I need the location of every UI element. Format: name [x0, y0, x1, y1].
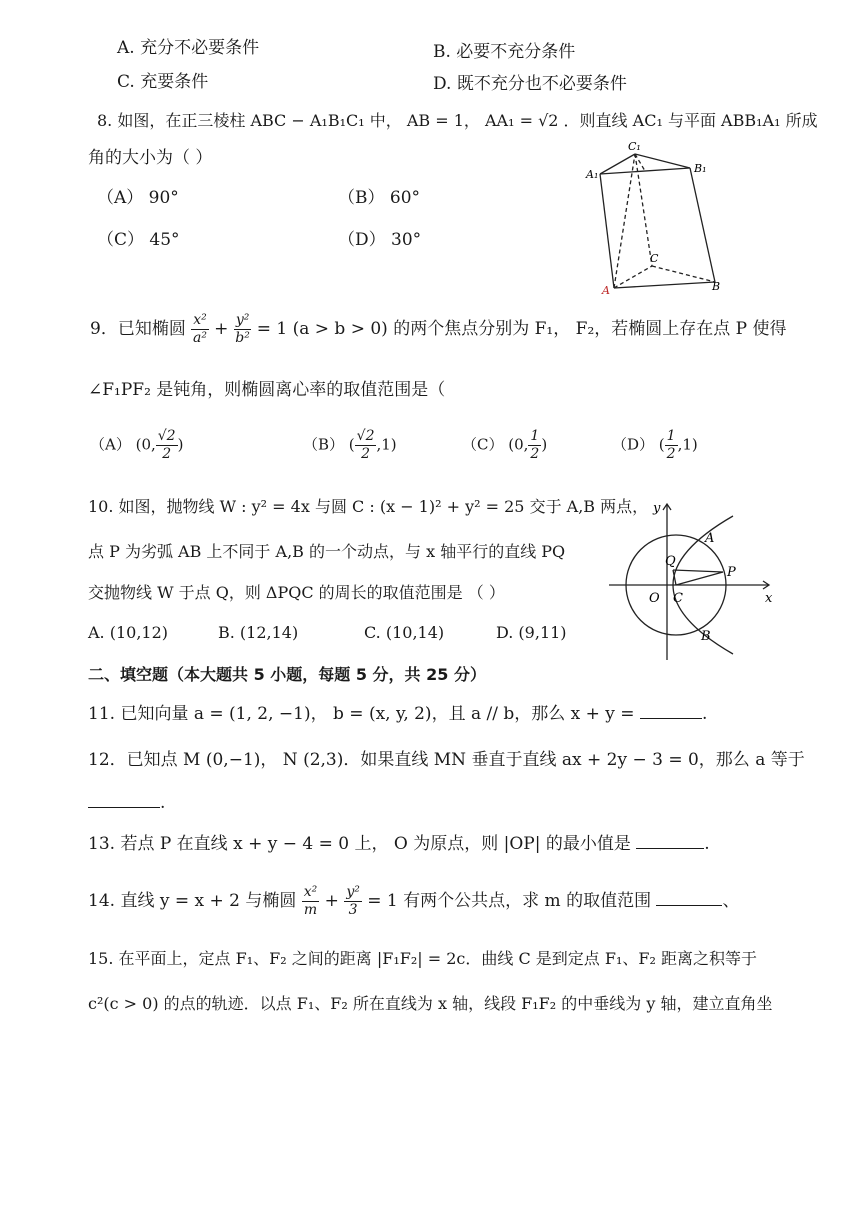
q9-opt-c-pre: （C） (0, [462, 435, 529, 454]
q9-opt-a-den: 2 [162, 446, 172, 462]
q9-frac-y-den: b² [235, 330, 250, 346]
q10-line3: 交抛物线 W 于点 Q，则 ΔPQC 的周长的取值范围是 （ ） [88, 583, 505, 602]
prism-figure [580, 138, 730, 298]
segment-cp [676, 572, 723, 585]
edge-b1-b [690, 168, 715, 282]
q13-end: . [704, 834, 710, 854]
q9-option-a [90, 428, 183, 463]
q8-line2: 角的大小为（ ） [88, 148, 213, 168]
q7-option-b: B. 必要不充分条件 [433, 42, 576, 62]
edge-a-c [614, 266, 652, 288]
q14-frac-x [302, 884, 320, 919]
q9-opt-d-num: 1 [666, 428, 676, 444]
q11-text: 11. 已知向量 a = (1, 2, −1)， b = (x, y, 2)，且 a // b，那么 x + y = [88, 704, 635, 724]
q13 [88, 836, 710, 853]
q9-opt-d-pre: （D） ( [612, 435, 665, 454]
q9-opt-a-num: √2 [157, 428, 176, 444]
q8-option-a: （A） 90° [97, 188, 179, 208]
q14-frac-x-num: x² [303, 884, 318, 900]
q9-frac-y-num: y² [235, 312, 250, 328]
q9-opt-b-num: √2 [356, 428, 375, 444]
q14-pre: 14. 直线 y = x + 2 与椭圆 [88, 891, 297, 911]
label-c: C [673, 591, 683, 606]
q11 [88, 706, 707, 723]
label-o: O [649, 591, 660, 606]
label-a: A [705, 531, 715, 546]
q9-opt-b-post: ,1) [376, 435, 397, 454]
parabola-circle-figure [605, 492, 780, 664]
q8-option-d: （D） 30° [338, 230, 422, 250]
q9-opt-a-post: ) [177, 435, 184, 454]
q9-frac-x [191, 312, 209, 347]
q13-answer-blank[interactable] [636, 848, 704, 849]
q7-option-c: C. 充要条件 [117, 72, 209, 92]
q9-option-c [462, 428, 547, 463]
label-a1: A₁ [586, 168, 599, 181]
q10-option-b: B. (12,14) [218, 623, 299, 642]
q15-line2: c²(c > 0) 的点的轨迹．以点 F₁、F₂ 所在直线为 x 轴，线段 F₁F₂ 的中垂线为 y 轴，建立直角坐 [88, 994, 773, 1013]
q10-option-d: D. (9,11) [496, 623, 567, 642]
label-x: x [765, 591, 773, 606]
edge-c-b [652, 266, 715, 282]
q14-end: 、 [722, 891, 740, 911]
q9-opt-a-pre: （A） (0, [90, 435, 156, 454]
q14-frac-y-den: 3 [348, 902, 358, 918]
label-y: y [653, 501, 661, 516]
q9-line1: 9．已知椭圆 $\frac{\text{x²}}{\text{a²}}$ + $\frac{\text{y²}}{\text{b²}}$ = 1 (a > b > 0) 的两个焦点分别为 F₁， F₂，若椭圆上存在点 P 使得 [90, 312, 787, 346]
q12-answer [88, 795, 165, 812]
q11-answer-blank[interactable] [640, 718, 702, 719]
q8-option-c: （C） 45° [97, 230, 180, 250]
q9-line2: ∠F₁PF₂ 是钝角，则椭圆离心率的取值范围是（ [88, 380, 446, 400]
q9-frac-x-den: a² [193, 330, 207, 346]
q9-option-b [303, 428, 397, 463]
q9-opt-c-post: ) [541, 435, 548, 454]
label-b1: B₁ [694, 162, 707, 175]
q14-frac-x-den: m [303, 902, 318, 918]
edge-a1-c1 [600, 154, 635, 174]
q10-line1: 10. 如图，抛物线 W : y² = 4x 与圆 C : (x − 1)² + y² = 25 交于 A,B 两点， [88, 497, 649, 516]
q9-opt-b-den: 2 [361, 446, 371, 462]
q7-option-d: D. 既不充分也不必要条件 [433, 74, 627, 94]
diag-a-c1 [614, 154, 635, 288]
segment-qp [673, 570, 723, 572]
q11-end: . [701, 704, 708, 724]
label-b: B [712, 280, 721, 293]
q9-opt-b-frac [355, 428, 377, 463]
q12-text: 12．已知点 M (0,−1)， N (2,3)．如果直线 MN 垂直于直线 ax + 2y − 3 = 0，那么 a 等于 [88, 750, 805, 770]
q14-frac-y [344, 884, 362, 919]
q9-opt-c-den: 2 [530, 446, 540, 462]
q14: 14. 直线 y = x + 2 与椭圆 $\frac{\text{x²}}{m}$ + $\frac{\text{y²}}{3}$ = 1 有两个公共点，求 m 的取值范围 、 [88, 884, 740, 918]
label-c1: C₁ [628, 140, 641, 153]
q12-answer-blank[interactable] [88, 807, 160, 808]
q9-opt-c-num: 1 [530, 428, 540, 444]
q8-line1: 8. 如图，在正三棱柱 ABC − A₁B₁C₁ 中， AB = 1， AA₁ = √2 ．则直线 AC₁ 与平面 ABB₁A₁ 所成 [97, 111, 818, 130]
label-b: B [701, 629, 711, 644]
edge-a-b [614, 282, 715, 288]
q14-answer-blank[interactable] [656, 905, 722, 906]
q9-opt-d-frac [665, 428, 678, 463]
section2-heading: 二、填空题（本大题共 5 小题，每题 5 分，共 25 分） [88, 665, 486, 684]
label-p: P [727, 565, 736, 580]
q9-suffix: 的两个焦点分别为 F₁， F₂，若椭圆上存在点 P 使得 [393, 319, 787, 339]
q14-frac-y-num: y² [346, 884, 360, 900]
q7-option-a: A. 充分不必要条件 [117, 38, 260, 58]
q9-opt-d-den: 2 [666, 446, 676, 462]
q9-opt-d-post: ,1) [677, 435, 698, 454]
q9-eq-tail: = 1 (a > b > 0) [256, 319, 388, 339]
q9-prefix: 9．已知椭圆 [90, 319, 186, 339]
q15-line1: 15. 在平面上，定点 F₁、F₂ 之间的距离 |F₁F₂| = 2c．曲线 C 是到定点 F₁、F₂ 距离之积等于 [88, 949, 757, 968]
q12-end: . [160, 793, 166, 813]
q9-opt-a-frac [156, 428, 178, 463]
q8-option-b: （B） 60° [338, 188, 421, 208]
q9-frac-x-num: x² [193, 312, 207, 328]
label-a: A [602, 284, 610, 297]
edge-c1-b1 [635, 154, 690, 168]
q9-opt-c-frac [528, 428, 541, 463]
q10-option-c: C. (10,14) [364, 623, 445, 642]
q9-opt-b-pre: （B） ( [303, 435, 355, 454]
q13-text: 13. 若点 P 在直线 x + y − 4 = 0 上， O 为原点，则 |OP| 的最小值是 [88, 834, 631, 854]
q14-post: = 1 有两个公共点，求 m 的取值范围 [367, 891, 652, 911]
edge-a1-a [600, 174, 614, 288]
edge-a1-b1 [600, 168, 690, 174]
q9-option-d [612, 428, 698, 463]
label-q: Q [665, 554, 676, 569]
q10-line2: 点 P 为劣弧 AB 上不同于 A,B 的一个动点，与 x 轴平行的直线 PQ [88, 542, 566, 561]
q10-option-a: A. (10,12) [88, 623, 169, 642]
label-c: C [650, 252, 659, 265]
q9-frac-y [234, 312, 252, 347]
